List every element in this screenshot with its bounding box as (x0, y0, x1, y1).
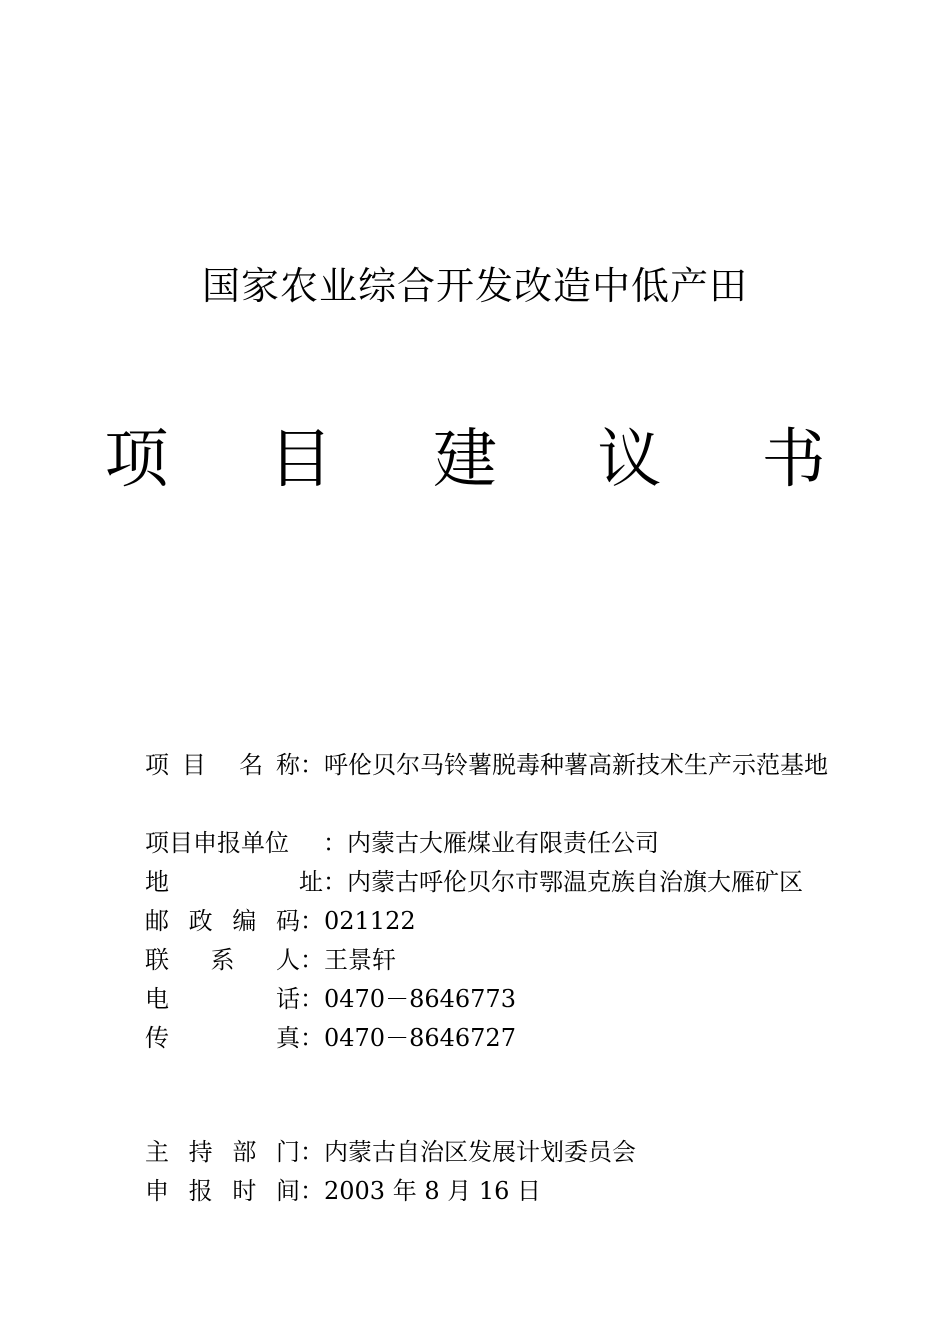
field-label: 联 系 人 (145, 946, 300, 974)
field-value: 0470－8646727 (324, 1024, 516, 1052)
field-date (145, 1172, 845, 1211)
field-label: 主 持 部 门 (145, 1138, 300, 1166)
field-colon: ： (300, 946, 324, 974)
field-value: 内蒙古大雁煤业有限责任公司 (347, 829, 659, 857)
field-value: 0470－8646773 (324, 985, 516, 1013)
field-fax (145, 1019, 845, 1058)
field-label: 申 报 时 间 (145, 1177, 300, 1205)
field-department (145, 1133, 845, 1172)
field-value: 2003 年 8 月 16 日 (324, 1177, 542, 1205)
field-project-name (145, 746, 845, 824)
field-value: 王景轩 (324, 946, 396, 974)
field-label: 电 话 (145, 985, 300, 1013)
field-colon: ： (300, 1138, 324, 1166)
field-label: 邮 政 编 码 (145, 907, 300, 935)
project-info (145, 746, 845, 1058)
field-label: 地 址 (145, 868, 323, 896)
field-colon: ： (300, 1177, 324, 1205)
document-title: 项 目 建 议 书 (104, 423, 866, 497)
field-colon: ： (300, 1024, 324, 1052)
field-value: 021122 (324, 907, 416, 935)
field-value: 内蒙古呼伦贝尔市鄂温克族自治旗大雁矿区 (347, 868, 803, 896)
field-label: 项目申报单位 (145, 829, 289, 857)
field-colon: ： (300, 751, 324, 779)
submission-info (145, 1133, 845, 1211)
field-colon: ： (300, 985, 324, 1013)
field-contact (145, 941, 845, 980)
field-value: 内蒙古自治区发展计划委员会 (324, 1138, 636, 1166)
field-applicant (145, 824, 845, 863)
field-colon: ： (323, 829, 347, 857)
field-phone (145, 980, 845, 1019)
field-postcode (145, 902, 845, 941)
field-value: 呼伦贝尔马铃薯脱毒种薯高新技术生产示范基地 (324, 751, 828, 779)
field-label: 项 目 名 称 (145, 751, 300, 779)
field-colon: ： (323, 868, 347, 896)
field-label: 传 真 (145, 1024, 300, 1052)
field-address (145, 863, 845, 902)
field-colon: ： (300, 907, 324, 935)
document-subtitle: 国家农业综合开发改造中低产田 (201, 264, 748, 308)
